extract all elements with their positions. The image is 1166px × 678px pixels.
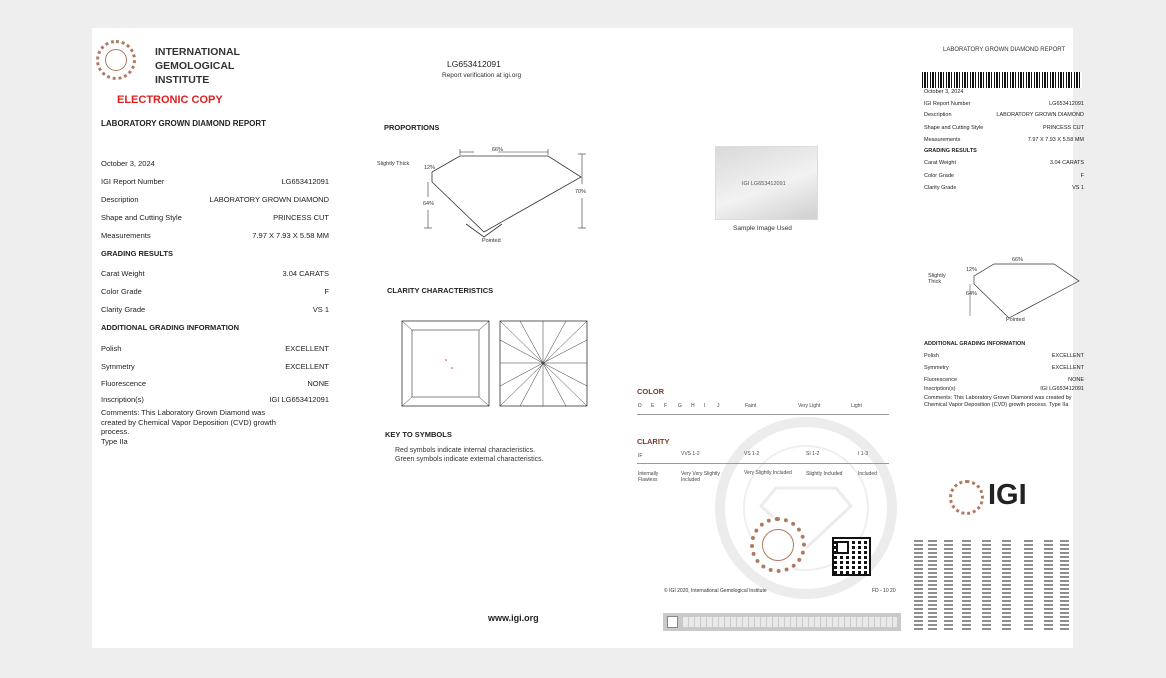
color-letter: I — [704, 403, 706, 409]
stub-measurements-row: Measurements 7.97 X 7.93 X 5.58 MM — [924, 137, 1084, 143]
color-letter: E — [651, 403, 655, 409]
stub-clarity-row: Clarity Grade VS 1 — [924, 185, 1084, 191]
color-scale-line — [637, 414, 889, 415]
color-row: Color Grade F — [101, 287, 329, 296]
table-percent: 66% — [492, 147, 504, 153]
igi-logo-text: IGI — [988, 479, 1027, 511]
color-faint: Faint — [745, 403, 757, 409]
stub-carat-row: Carat Weight 3.04 CARATS — [924, 160, 1084, 166]
culet-label: Pointed — [482, 238, 501, 244]
vertical-text-strip — [1060, 540, 1069, 630]
color-very-light: Very Light — [798, 403, 821, 409]
proportions-diagram — [374, 140, 604, 250]
igi-logo-icon — [949, 480, 984, 515]
institute-line-1: INTERNATIONAL — [155, 46, 240, 58]
stub-shape-row: Shape and Cutting Style PRINCESS CUT — [924, 125, 1084, 131]
depth-percent: 70% — [575, 189, 587, 195]
vertical-text-strip — [962, 540, 971, 630]
clarity-scale-line — [637, 463, 889, 464]
report-number-row: IGI Report Number LG653412091 — [101, 177, 329, 186]
website-link[interactable]: www.igi.org — [488, 613, 539, 623]
vertical-text-strip — [944, 540, 953, 630]
stub-symmetry-row: Symmetry EXCELLENT — [924, 365, 1084, 371]
clarity-description: Internally Flawless — [638, 471, 659, 483]
clarity-grade: VS 1-2 — [744, 451, 760, 457]
stub-culet-label: Pointed — [1006, 317, 1025, 323]
vertical-text-strip — [1044, 540, 1053, 630]
sample-image — [715, 146, 818, 220]
institute-line-3: INSTITUTE — [155, 74, 210, 86]
stub-date: October 3, 2024 — [924, 89, 964, 95]
electronic-copy-label: ELECTRONIC COPY — [117, 94, 223, 106]
institute-line-2: GEMOLOGICAL — [155, 60, 235, 72]
key-external-text: Green symbols indicate external characteristics. — [395, 456, 544, 463]
clarity-plot-diagram — [400, 320, 590, 408]
description-row: Description LABORATORY GROWN DIAMOND — [101, 195, 329, 204]
inscription-row: Inscription(s) IGI LG653412091 — [101, 395, 329, 404]
girdle-label: Slightly Thick — [377, 161, 410, 167]
sample-inscription: IGI LG653412091 — [742, 181, 786, 187]
clarity-grade: SI 1-2 — [806, 451, 820, 457]
stub-title: LABORATORY GROWN DIAMOND REPORT — [943, 47, 1066, 53]
disclaimer-strip — [663, 613, 901, 631]
document-icon — [667, 616, 678, 628]
symmetry-row: Symmetry EXCELLENT — [101, 362, 329, 371]
igi-seal-icon — [96, 40, 136, 80]
clarity-description: Slightly Included — [806, 471, 843, 477]
grading-results-heading: GRADING RESULTS — [101, 249, 173, 258]
key-to-symbols-heading: KEY TO SYMBOLS — [385, 430, 452, 439]
clarity-grade: I 1-3 — [858, 451, 869, 457]
sample-caption: Sample Image Used — [733, 225, 792, 232]
barcode-icon — [922, 72, 1082, 88]
stub-color-row: Color Grade F — [924, 173, 1084, 179]
stub-description-row: Description LABORATORY GROWN DIAMOND — [924, 112, 1084, 118]
measurements-row: Measurements 7.97 X 7.93 X 5.58 MM — [101, 231, 329, 240]
copyright: © IGI 2020, International Gemological Institute — [664, 588, 767, 594]
vertical-text-strip — [1002, 540, 1011, 630]
watermark-seal — [706, 408, 906, 588]
qr-code-icon[interactable] — [832, 537, 871, 576]
additional-grading-heading: ADDITIONAL GRADING INFORMATION — [101, 323, 240, 332]
color-letter: F — [664, 403, 668, 409]
vertical-text-strip — [928, 540, 937, 630]
color-scale-heading: COLOR — [637, 387, 665, 396]
vertical-text-strip — [982, 540, 991, 630]
stub-crown-percent: 12% — [966, 267, 978, 273]
igi-seal-icon — [750, 517, 806, 573]
color-letter: H — [691, 403, 695, 409]
stub-grading-heading: GRADING RESULTS — [924, 148, 977, 154]
report-number-header: LG653412091 — [447, 59, 501, 69]
stub-comments: Comments: This Laboratory Grown Diamond was created by Chemical Vapor Deposition (CVD) growth process. Type IIa — [924, 395, 1072, 408]
vertical-text-strip — [914, 540, 923, 630]
stub-additional-heading: ADDITIONAL GRADING INFORMATION — [924, 341, 1026, 347]
fluorescence-row: Fluorescence NONE — [101, 379, 329, 388]
key-internal-text: Red symbols indicate internal characteristics. — [395, 447, 536, 454]
comments: Comments: This Laboratory Grown Diamond was created by Chemical Vapor Deposition (CVD) growth process. Type IIa — [101, 408, 276, 446]
stub-table-percent: 66% — [1012, 257, 1024, 263]
clarity-grade: VVS 1-2 — [681, 451, 700, 457]
color-letter: D — [638, 403, 642, 409]
stub-polish-row: Polish EXCELLENT — [924, 353, 1084, 359]
report-page — [92, 28, 1084, 648]
stub-inscription-row: Inscription(s) IGI LG653412091 — [924, 386, 1084, 392]
shape-row: Shape and Cutting Style PRINCESS CUT — [101, 213, 329, 222]
stub-girdle-label: Slightly Thick — [928, 273, 946, 285]
crown-percent: 12% — [424, 165, 436, 171]
stub-report-number-row: IGI Report Number LG653412091 — [924, 101, 1084, 107]
clarity-grade: IF — [638, 453, 643, 459]
proportions-heading: PROPORTIONS — [384, 123, 440, 132]
clarity-description: Included — [858, 471, 877, 477]
clarity-description: Very Slightly Included — [744, 470, 792, 476]
color-letter: G — [678, 403, 682, 409]
stub-fluorescence-row: Fluorescence NONE — [924, 377, 1084, 383]
report-date: October 3, 2024 — [101, 159, 155, 168]
form-number: FD - 10 20 — [872, 588, 896, 594]
polish-row: Polish EXCELLENT — [101, 344, 329, 353]
color-light: Light — [851, 403, 862, 409]
clarity-characteristics-heading: CLARITY CHARACTERISTICS — [387, 286, 494, 295]
clarity-row: Clarity Grade VS 1 — [101, 305, 329, 314]
vertical-text-strip — [1024, 540, 1033, 630]
carat-row: Carat Weight 3.04 CARATS — [101, 269, 329, 278]
stub-proportions-diagram — [924, 256, 1073, 326]
clarity-scale-heading: CLARITY — [637, 437, 670, 446]
color-letter: J — [717, 403, 720, 409]
verification-text: Report verification at igi.org — [442, 72, 522, 79]
pavilion-percent: 64% — [423, 201, 435, 207]
clarity-description: Very Very Slightly Included — [681, 471, 720, 483]
stub-pavilion-percent: 64% — [966, 291, 978, 297]
institute-name — [155, 45, 240, 87]
report-title: LABORATORY GROWN DIAMOND REPORT — [101, 119, 267, 128]
